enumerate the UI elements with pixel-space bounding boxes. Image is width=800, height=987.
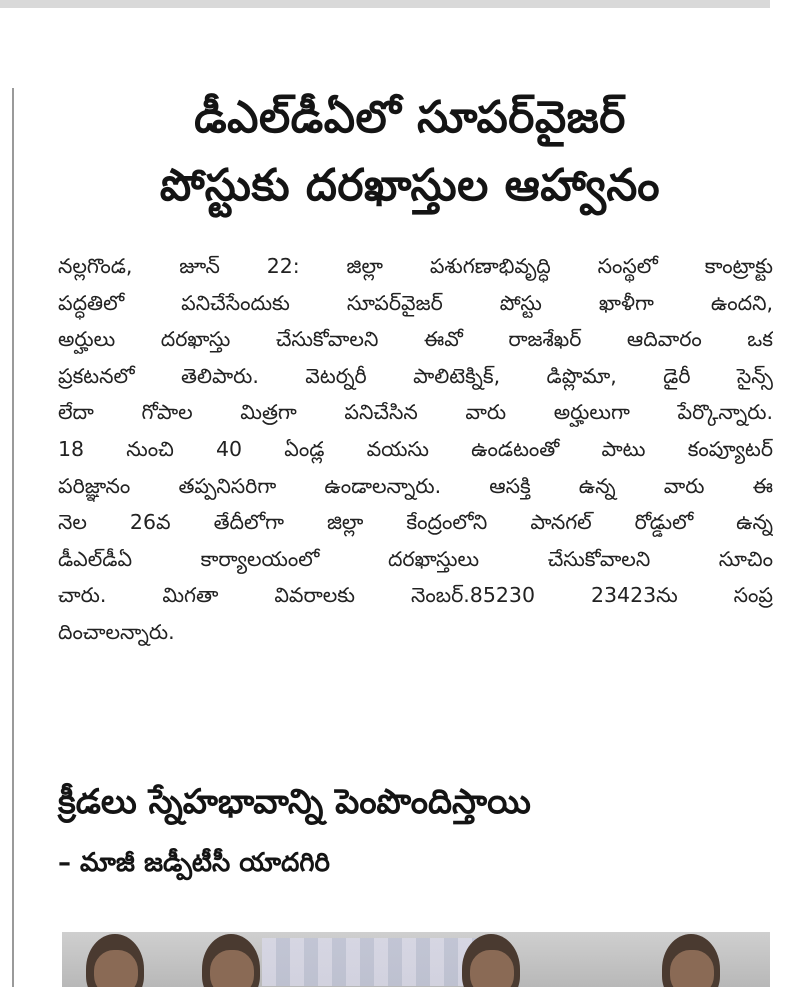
body-line: లేదా గోపాల మిత్రగా పనిచేసిన వారు అర్హులుగా పేర్కొన్నారు. (58, 400, 773, 425)
body-line: పద్ధతిలో పనిచేసేందుకు సూపర్‌వైజర్‌ పోస్టు ఖాళీగా ఉందని, (58, 290, 773, 315)
photo-face (670, 950, 714, 987)
photo-face (210, 950, 254, 987)
body-line: చారు. మిగతా వివరాలకు నెంబర్‌.85230 23423ను సంప్ర (58, 583, 773, 608)
photo-face (94, 950, 138, 987)
body-line: అర్హులు దరఖాస్తు చేసుకోవాలని ఈవో రాజశేఖర్‌ ఆదివారం ఒక (58, 327, 773, 352)
article-body (58, 248, 773, 651)
body-line: ప్రకటనలో తెలిపారు. వెటర్నరీ పాలిటెక్నిక్‌, డిప్లొమా, డైరీ సైన్స్‌ (58, 363, 773, 388)
next-article-byline: – మాజీ జడ్పీటీసీ యాదగిరి (58, 848, 330, 878)
article-headline-line-1: డీఎల్‌డీఏలో సూపర్‌వైజర్‌ (194, 92, 626, 143)
column-rule (12, 88, 14, 987)
next-article-headline: క్రీడలు స్నేహభావాన్ని పెంపొందిస్తాయి (58, 782, 531, 822)
photo-face (470, 950, 514, 987)
body-line: 18 నుంచి 40 ఏండ్ల వయసు ఉండటంతో పాటు కంప్యూటర్‌ (58, 436, 773, 461)
body-line: డీఎల్‌డీఏ కార్యాలయంలో దరఖాస్తులు చేసుకోవాలని సూచిం (58, 546, 773, 571)
body-line: దించాలన్నారు. (58, 619, 175, 644)
article-headline-line-2: పోస్టుకు దరఖాస్తుల ఆహ్వానం (159, 160, 661, 211)
body-line: పరిజ్ఞానం తప్పనిసరిగా ఉండాలన్నారు. ఆసక్తి ఉన్న వారు ఈ (58, 473, 773, 498)
body-line: నల్లగొండ, జూన్‌ 22: జిల్లా పశుగణాభివృద్ధి సంస్థలో కాంట్రాక్టు (58, 254, 773, 278)
top-divider-strip (0, 0, 770, 8)
body-line: నెల 26వ తేదీలోగా జిల్లా కేంద్రంలోని పానగల్‌ రోడ్డులో ఉన్న (58, 510, 773, 535)
news-photo (62, 932, 770, 987)
